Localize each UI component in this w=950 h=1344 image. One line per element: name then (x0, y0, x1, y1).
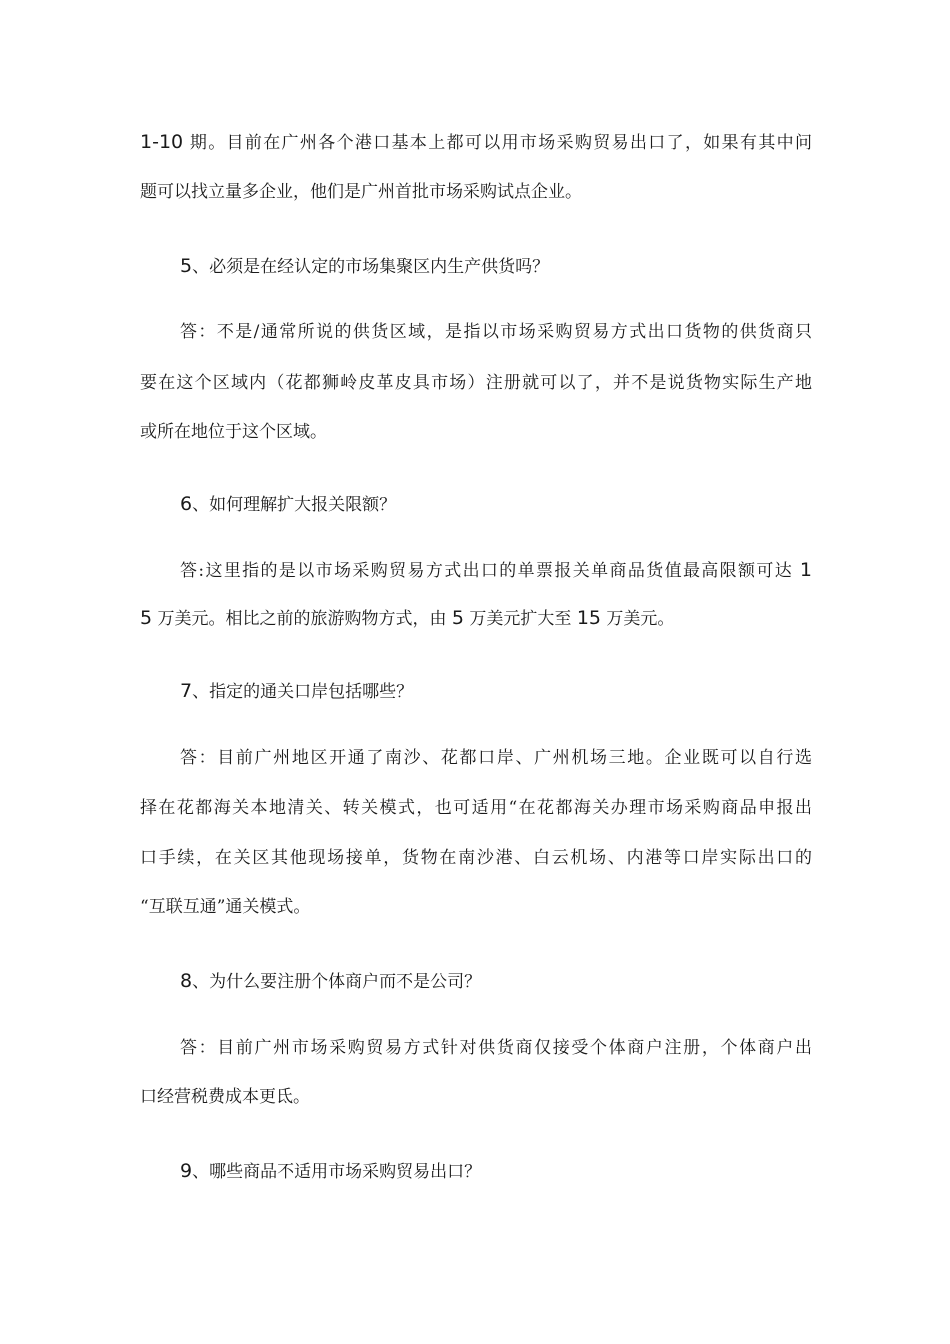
answer-line: “互联互通”通关模式。 (140, 897, 311, 917)
answer-line: 口经营税费成本更氐。 (140, 1087, 310, 1107)
answer-line: 5 万美元。相比之前的旅游购物方式，由 5 万美元扩大至 15 万美元。 (140, 607, 675, 629)
answer-line: 答:这里指的是以市场采购贸易方式出口的单票报关单商品货值最高限额可达 1 (180, 559, 812, 581)
paragraph-line: 1-10 期。目前在广州各个港口基本上都可以用市场采购贸易出口了，如果有其中问 (140, 131, 812, 153)
answer-line: 要在这个区域内（花都狮岭皮革皮具市场）注册就可以了，并不是说货物实际生产地 (140, 373, 812, 393)
answer-line: 答：目前广州市场采购贸易方式针对供货商仅接受个体商户注册，个体商户出 (180, 1038, 812, 1058)
question-heading: 5、必须是在经认定的市场集聚区内生产供货吗？ (180, 255, 550, 277)
answer-line: 答：不是/通常所说的供货区域，是指以市场采购贸易方式出口货物的供货商只 (180, 322, 812, 342)
question-heading: 9、哪些商品不适用市场采购贸易出口？ (180, 1160, 482, 1182)
question-heading: 8、为什么要注册个体商户而不是公司？ (180, 970, 482, 992)
answer-line: 或所在地位于这个区域。 (140, 422, 327, 442)
question-heading: 7、指定的通关口岸包括哪些？ (180, 680, 414, 702)
answer-line: 口手续，在关区其他现场接单，货物在南沙港、白云机场、内港等口岸实际出口的 (140, 848, 812, 868)
paragraph-line: 题可以找立量多企业，他们是广州首批市场采购试点企业。 (140, 182, 582, 202)
answer-line: 答：目前广州地区开通了南沙、花都口岸、广州机场三地。企业既可以自行选 (180, 748, 812, 768)
answer-line: 择在花都海关本地清关、转关模式，也可适用“在花都海关办理市场采购商品申报出 (140, 798, 812, 818)
question-heading: 6、如何理解扩大报关限额？ (180, 493, 397, 515)
